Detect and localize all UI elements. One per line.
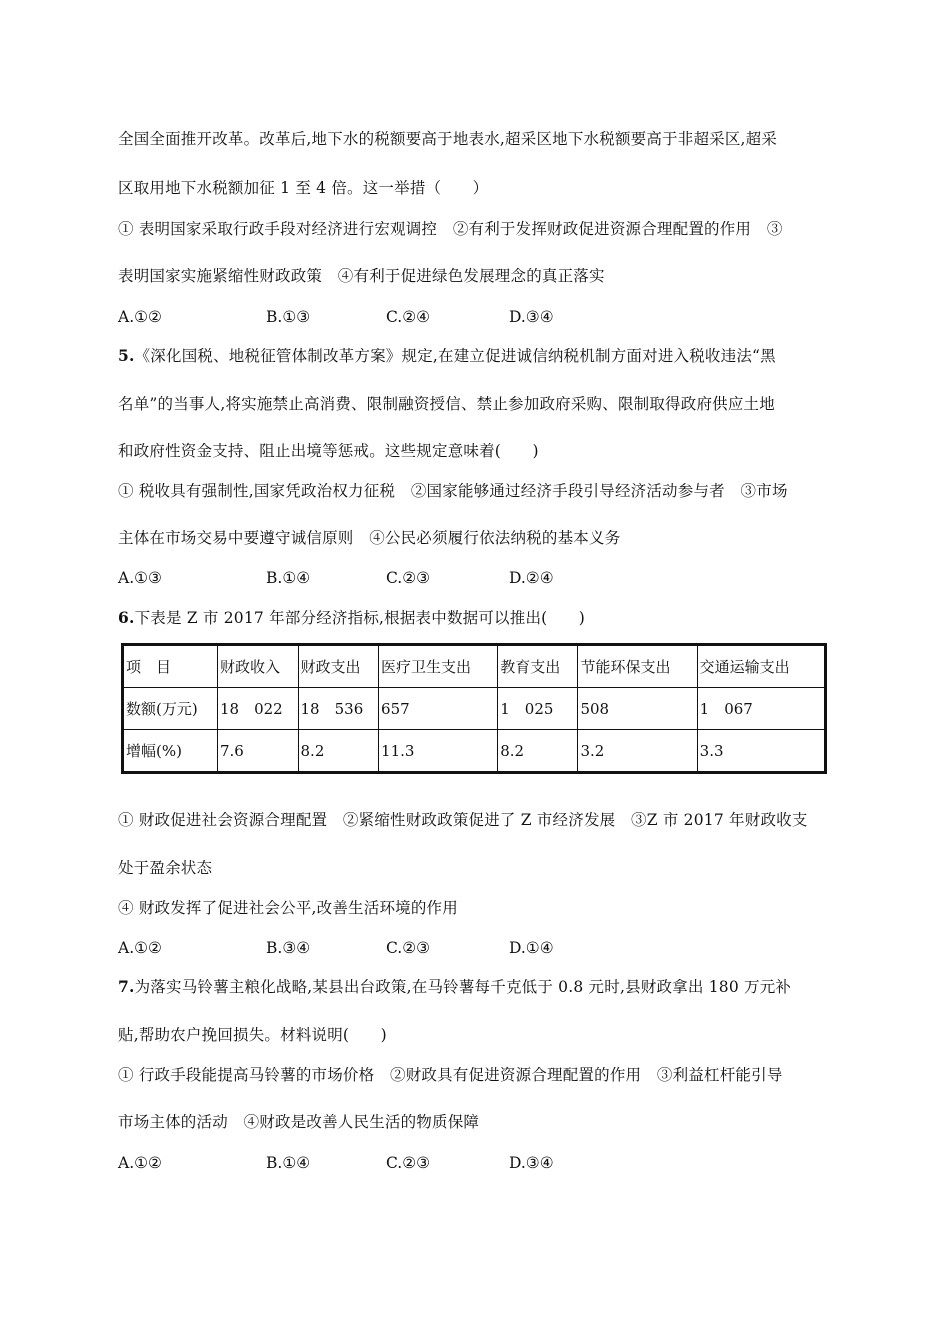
table-header-row (123, 645, 826, 688)
q7-statement-line-2: 市场主体的活动 ④财政是改善人民生活的物质保障 (118, 1113, 480, 1131)
table-cell: 1 025 (498, 688, 578, 730)
q7-text-line-2: 贴,帮助农户挽回损失。材料说明( ) (118, 1026, 387, 1044)
q5-number: 5. (118, 346, 135, 365)
q6-option-d: D.①④ (509, 939, 554, 957)
q6-option-c: C.②③ (386, 939, 431, 957)
q6-statement-line-3: ④ 财政发挥了促进社会公平,改善生活环境的作用 (118, 899, 458, 917)
table-cell: 657 (379, 688, 498, 730)
q4-option-b: B.①③ (266, 308, 311, 326)
table-row (123, 730, 826, 773)
q4-option-d: D.③④ (509, 308, 554, 326)
q5-text-line-2: 名单”的当事人,将实施禁止高消费、限制融资授信、禁止参加政府采购、限制取得政府供应土地 (118, 395, 775, 413)
q4-option-c: C.②④ (386, 308, 431, 326)
q4-statement-line-1: ① 表明国家采取行政手段对经济进行宏观调控 ②有利于发挥财政促进资源合理配置的作用 ③ (118, 220, 783, 238)
q7-number: 7. (118, 977, 135, 996)
q6-stem: 下表是 Z 市 2017 年部分经济指标,根据表中数据可以推出( ) (134, 609, 586, 627)
economic-indicators-table (121, 643, 827, 774)
q5-statement-line-1: ① 税收具有强制性,国家凭政治权力征税 ②国家能够通过经济手段引导经济活动参与者 ③市场 (118, 482, 788, 500)
q6-option-a: A.①② (118, 939, 162, 957)
q6-options (118, 938, 818, 958)
q7-stem-1: 为落实马铃薯主粮化战略,某县出台政策,在马铃薯每千克低于 0.8 元时,县财政拿出 180 万元补 (134, 978, 792, 996)
q5-option-c: C.②③ (386, 569, 431, 587)
table-row (123, 688, 826, 730)
table-header-cell: 医疗卫生支出 (379, 645, 498, 688)
q7-text-line-1 (118, 977, 791, 997)
q4-option-a: A.①② (118, 308, 162, 326)
table-header-cell: 交通运输支出 (697, 645, 825, 688)
q7-option-c: C.②③ (386, 1154, 431, 1172)
table-header-cell: 教育支出 (498, 645, 578, 688)
table-cell: 数额(万元) (123, 688, 218, 730)
q6-statement-line-1: ① 财政促进社会资源合理配置 ②紧缩性财政政策促进了 Z 市经济发展 ③Z 市 2017 年财政收支 (118, 811, 808, 829)
q6-text-line-1 (118, 608, 585, 628)
table-cell: 18 022 (218, 688, 299, 730)
table-cell: 3.2 (578, 730, 697, 773)
q6-number: 6. (118, 608, 135, 627)
q5-option-a: A.①③ (118, 569, 162, 587)
table-header-cell: 财政支出 (298, 645, 379, 688)
table-cell: 增幅(%) (123, 730, 218, 773)
q5-options (118, 568, 818, 588)
q4-statement-line-2: 表明国家实施紧缩性财政政策 ④有利于促进绿色发展理念的真正落实 (118, 267, 605, 285)
table-cell: 18 536 (298, 688, 379, 730)
q6-option-b: B.③④ (266, 939, 311, 957)
q5-text-line-3: 和政府性资金支持、阻止出境等惩戒。这些规定意味着( ) (118, 442, 539, 460)
table-header-cell: 财政收入 (218, 645, 299, 688)
q7-options (118, 1153, 818, 1173)
table-cell: 508 (578, 688, 697, 730)
table-cell: 8.2 (298, 730, 379, 773)
q4-options (118, 307, 818, 327)
q6-statement-line-2: 处于盈余状态 (118, 859, 213, 877)
q5-option-d: D.②④ (509, 569, 554, 587)
table-header-cell: 项 目 (123, 645, 218, 688)
q4-text-line-2: 区取用地下水税额加征 1 至 4 倍。这一举措（ ） (118, 179, 489, 197)
q5-stem-1: 《深化国税、地税征管体制改革方案》规定,在建立促进诚信纳税机制方面对进入税收违法“黑 (134, 347, 776, 365)
q7-option-a: A.①② (118, 1154, 162, 1172)
table-cell: 3.3 (697, 730, 825, 773)
table-cell: 11.3 (379, 730, 498, 773)
q5-option-b: B.①④ (266, 569, 311, 587)
q7-statement-line-1: ① 行政手段能提高马铃薯的市场价格 ②财政具有促进资源合理配置的作用 ③利益杠杆能引导 (118, 1066, 783, 1084)
q5-statement-line-2: 主体在市场交易中要遵守诚信原则 ④公民必须履行依法纳税的基本义务 (118, 529, 621, 547)
q4-text-line-1: 全国全面推开改革。改革后,地下水的税额要高于地表水,超采区地下水税额要高于非超采区,超采 (118, 130, 778, 148)
q7-option-b: B.①④ (266, 1154, 311, 1172)
table-cell: 7.6 (218, 730, 299, 773)
q7-option-d: D.③④ (509, 1154, 554, 1172)
q5-text-line-1 (118, 346, 776, 366)
table-cell: 8.2 (498, 730, 578, 773)
table-cell: 1 067 (697, 688, 825, 730)
table-header-cell: 节能环保支出 (578, 645, 697, 688)
